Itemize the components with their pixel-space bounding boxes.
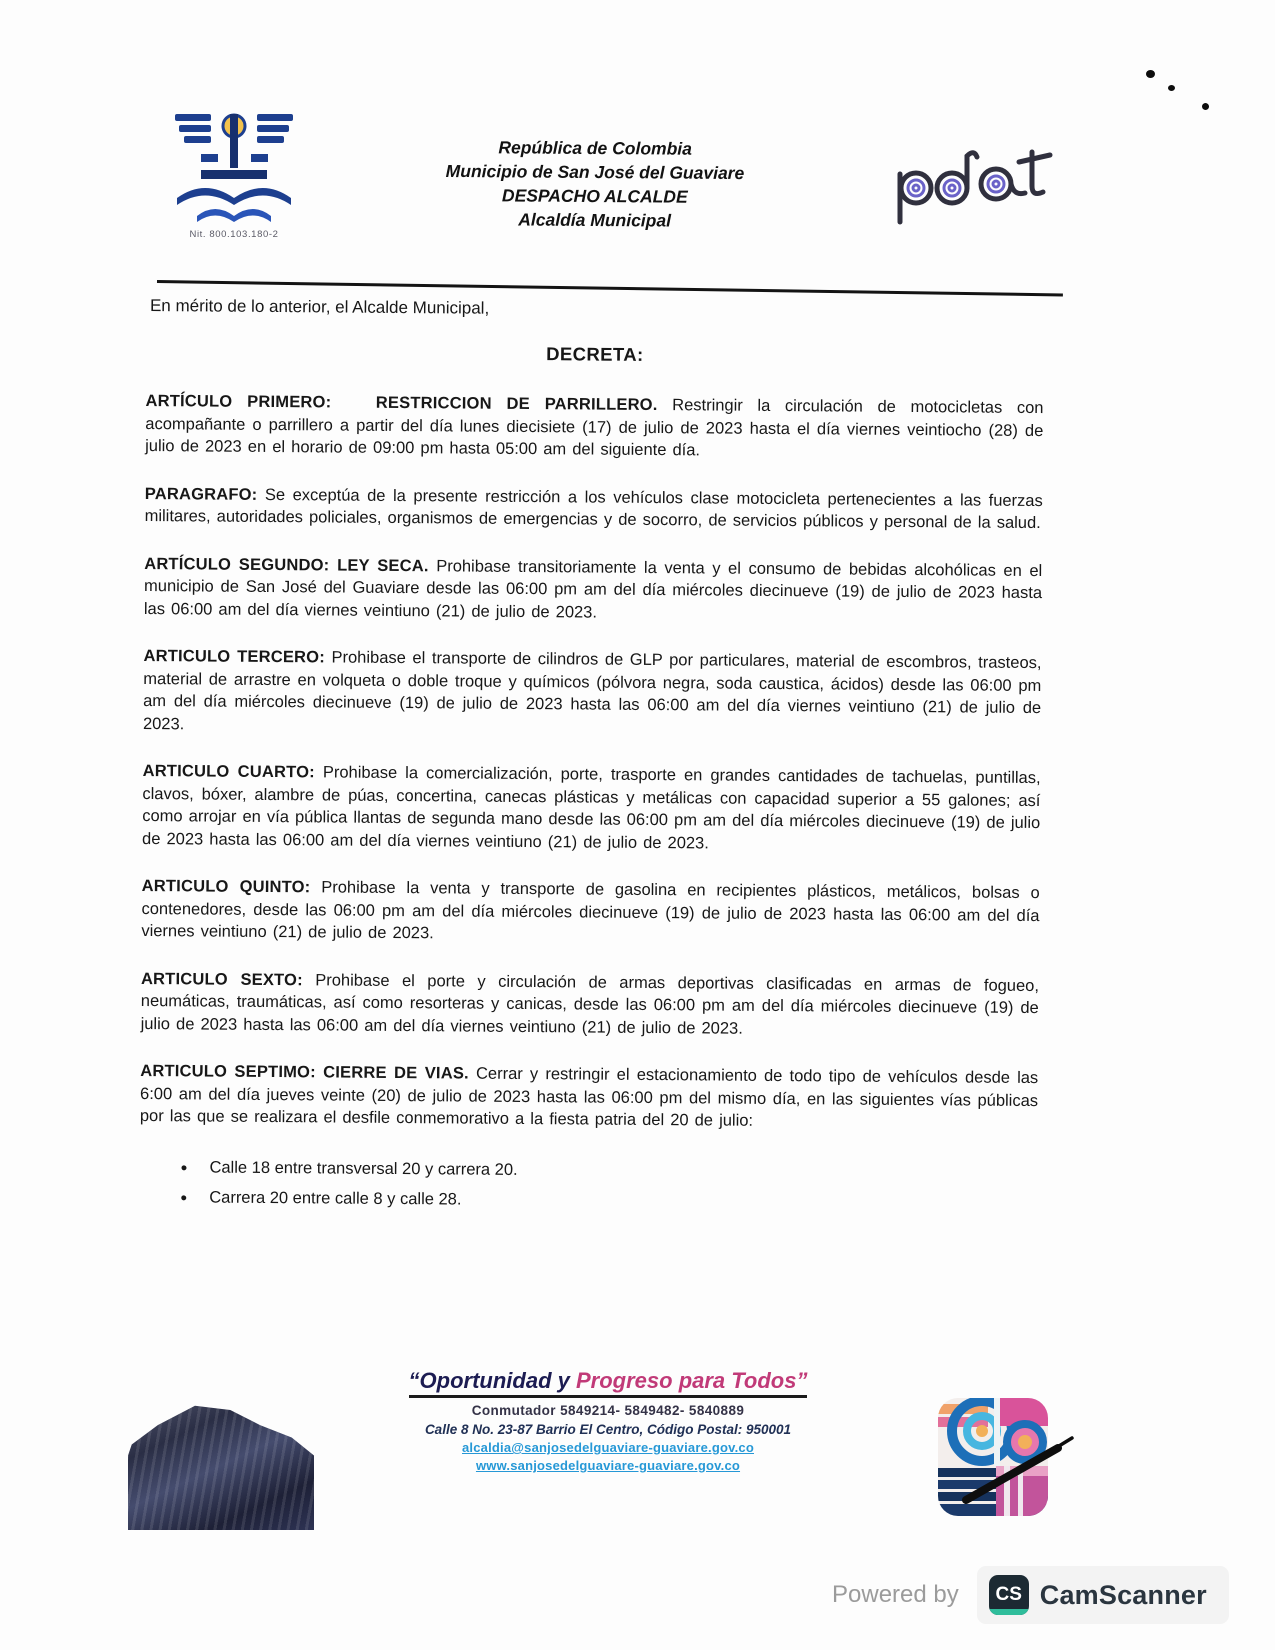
letterhead-line-entity: Alcaldía Municipal <box>518 209 672 231</box>
letterhead-line-country: República de Colombia <box>498 137 692 159</box>
decree-heading: DECRETA: <box>546 343 644 365</box>
pen-stroke <box>958 1428 1078 1518</box>
powered-by-label: Powered by <box>832 1581 959 1608</box>
camscanner-icon: CS <box>989 1575 1029 1615</box>
letterhead <box>148 102 1066 240</box>
article-septimo <box>140 1060 1039 1135</box>
article-text: Se exceptúa de la presente restricción a los vehículos clase motocicleta pertenecientes a las fuerzas militares, autoridades policiales, organismos de emergencias y de socorro, de servicios públicos y personal de la salud. <box>144 485 1043 533</box>
intro-line: En mérito de lo anterior, el Alcalde Municipal, <box>149 296 490 318</box>
scan-artifact-dot <box>1201 102 1210 111</box>
letterhead-line-office: DESPACHO ALCALDE <box>501 185 688 207</box>
article-text: Prohibase el transporte de cilindros de GLP por particulares, material de escombros, trasteos, material de arrastre en volqueta o doble troque y químicos (pólvora negra, soda caustica, ácidos) desde las 06:00 pm am del día miércoles diecinueve (19) de julio de 2023 hasta las 06:00 am del día viernes veintiuno (21) de julio de 2023. <box>142 648 1042 733</box>
list-item <box>197 1157 1037 1185</box>
camscanner-badge <box>977 1566 1229 1624</box>
pdet-logo <box>870 102 1066 240</box>
article-text: Prohibase transitoriamente la venta y el consumo de bebidas alcohólicas en el municipio de San José del Guaviare desde las 06:00 pm am del día miércoles diecinueve (19) de julio de 2023 hasta las 06:00 am del día viernes veintiuno (21) de julio de 2023. <box>143 556 1043 622</box>
scan-artifact-dot <box>1146 70 1155 78</box>
phone-line: Conmutador 5849214- 5849482- 5840889 <box>471 1403 745 1418</box>
article-text: Prohibase la comercialización, porte, trasporte en grandes cantidades de tachuelas, puntillas, clavos, bóxer, alambre de púas, concertina, canecas plásticas y metálicas con capacidad superior a 55 galones; así como arrojar en vía pública llantas de segunda mano desde las 06:00 pm am del día miércoles diecinueve (19) de julio de 2023 hasta las 06:00 am del día viernes veintiuno (21) de julio de 2023. <box>142 763 1041 852</box>
landscape-photo <box>128 1392 314 1530</box>
letterhead-divider <box>157 280 1063 296</box>
article-tercero <box>143 645 1042 742</box>
slogan <box>409 1368 808 1398</box>
list-item <box>197 1187 1037 1215</box>
email-link: alcaldia@sanjosedelguaviare-guaviare.gov.co <box>462 1440 754 1455</box>
pdet-logo-icon <box>878 216 1058 233</box>
article-lead: ARTICULO TERCERO: <box>143 646 326 667</box>
decree-body <box>139 340 1044 1224</box>
article-lead: ARTICULO SEXTO: <box>140 969 303 989</box>
scan-artifact-dot <box>1168 85 1175 91</box>
article-text: Prohibase el porte y circulación de armas deportivas clasificadas en armas de fogueo, neumáticas, traumáticas, así como resorteras y canicas, desde las 06:00 pm am del día miércoles diecinueve (19) de julio de 2023 hasta las 06:00 am del día viernes veintiuno (21) de julio de 2023. <box>140 970 1040 1038</box>
coat-of-arms-icon <box>148 102 320 228</box>
closure-text: Carrera 20 entre calle 8 y calle 28. <box>209 1188 462 1209</box>
article-text: Prohibase la venta y transporte de gasolina en recipientes plásticos, metálicos, bolsas o contenedores, desde las 06:00 pm am del día miércoles diecinueve (19) de julio de 2023 hasta las 06:00 am del día viernes veintiuno (21) de julio de 2023. <box>141 878 1040 943</box>
slogan-accent-text: Progreso para Todos” <box>576 1368 808 1393</box>
article-sexto <box>141 967 1040 1042</box>
article-lead: ARTICULO QUINTO: <box>141 876 311 897</box>
article-lead: ARTÍCULO SEGUNDO: LEY SECA. <box>144 554 429 575</box>
article-segundo <box>144 552 1043 627</box>
article-lead: PARAGRAFO: <box>144 484 258 504</box>
article-text: Restringir la circulación de motocicletas con acompañante o parrillero a partir del día lunes diecisiete (17) de julio de 2023 hasta el día viernes veintiocho (28) de julio de 2023 en el horario de 09:00 pm hasta 05:00 am del siguiente día. <box>145 396 1044 460</box>
footer-contact-block <box>348 1368 868 1473</box>
street-closure-list <box>139 1156 1037 1214</box>
website-link: www.sanjosedelguaviare-guaviare.gov.co <box>475 1458 741 1473</box>
letterhead-title-block <box>320 100 871 242</box>
camscanner-watermark <box>832 1566 1229 1624</box>
camscanner-brand: CamScanner <box>1039 1579 1207 1610</box>
letterhead-line-municipality: Municipio de San José del Guaviare <box>445 160 745 184</box>
article-quinto <box>141 875 1040 950</box>
closure-text: Calle 18 entre transversal 20 y carrera 20. <box>209 1158 518 1179</box>
article-cuarto <box>142 760 1041 857</box>
address-line: Calle 8 No. 23-87 Barrio El Centro, Código Postal: 950001 <box>424 1422 792 1437</box>
article-text: Cerrar y restringir el estacionamiento de todo tipo de vehículos desde las 6:00 am del día jueves veinte (20) de julio de 2023 hasta las 06:00 pm del mismo día, en las siguientes vías públicas por las que se realizara el desfile conmemorativo a la fiesta patria del 20 de julio: <box>139 1064 1039 1130</box>
article-lead: ARTICULO CUARTO: <box>142 761 315 782</box>
municipal-coat-of-arms <box>148 102 320 240</box>
article-lead: ARTÍCULO PRIMERO: RESTRICCION DE PARRILLERO. <box>145 391 658 415</box>
article-lead: ARTICULO SEPTIMO: CIERRE DE VIAS. <box>140 1061 469 1083</box>
slogan-dark-text: “Oportunidad y <box>408 1368 576 1393</box>
article-primero <box>145 390 1044 465</box>
paragrafo <box>145 482 1043 534</box>
nit-number: Nit. 800.103.180-2 <box>189 229 279 240</box>
